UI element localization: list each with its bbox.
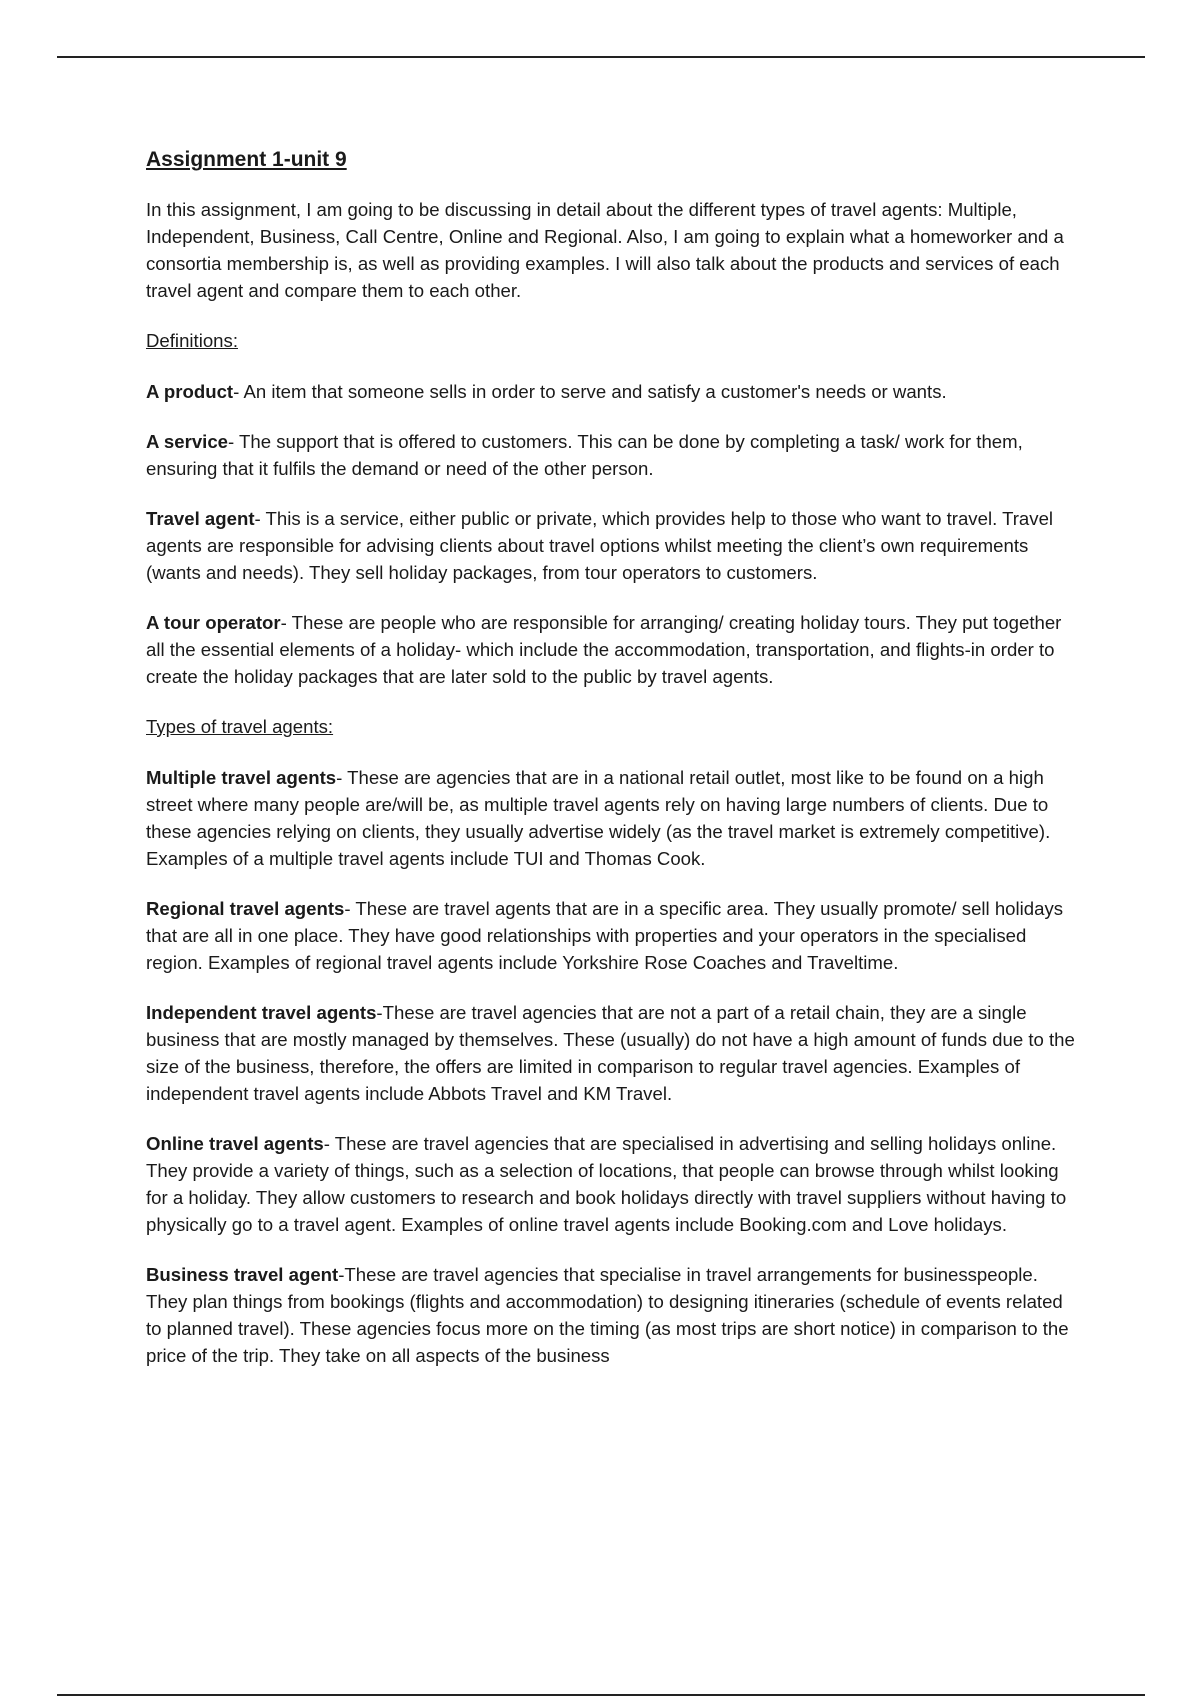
type-regional xyxy=(146,895,1076,976)
type-text: -These are travel agencies that are not a part of a retail chain, they are a single business that are mostly managed by themselves. These (usually) do not have a high amount of funds due to the size of the business, therefore, the offers are limited in comparison to regular travel agencies. Examples of independent travel agents include Abbots Travel and KM Travel. xyxy=(146,1002,1075,1104)
type-online xyxy=(146,1130,1076,1238)
definition-term: A service xyxy=(146,431,229,452)
type-text: - These are agencies that are in a national retail outlet, most like to be found on a high street where many people are/will be, as multiple travel agents rely on having large numbers of clients. Due to these agencies relying on clients, they usually advertise widely (as the travel market is extremely competitive). Examples of a multiple travel agents include TUI and Thomas Cook. xyxy=(146,767,1051,869)
type-text: -These are travel agencies that specialise in travel arrangements for businesspeople. They plan things from bookings (flights and accommodation) to designing itineraries (schedule of events related to planned travel). These agencies focus more on the timing (as most trips are short notice) in comparison to the price of the trip. They take on all aspects of the business xyxy=(146,1264,1069,1366)
bottom-rule xyxy=(57,1694,1145,1696)
top-rule xyxy=(57,56,1145,58)
definition-travel-agent xyxy=(146,505,1076,586)
definition-text: - The support that is offered to customers. This can be done by completing a task/ work for them, ensuring that it fulfils the demand or need of the other person. xyxy=(146,431,1023,479)
definition-term: A tour operator xyxy=(146,612,281,633)
definition-tour-operator xyxy=(146,609,1076,690)
intro-paragraph: In this assignment, I am going to be discussing in detail about the different types of travel agents: Multiple, Independent, Business, Call Centre, Online and Regional. Also, I am going to explain what a homeworker and a consortia membership is, as well as providing examples. I will also talk about the products and services of each travel agent and compare them to each other. xyxy=(146,199,1064,301)
type-text: - These are travel agencies that are specialised in advertising and selling holidays online. They provide a variety of things, such as a selection of locations, that people can browse through whilst looking for a holiday. They allow customers to research and book holidays directly with travel suppliers without having to physically go to a travel agent. Examples of online travel agents include Booking.com and Love holidays. xyxy=(146,1133,1067,1235)
definitions-heading: Definitions: xyxy=(146,330,238,351)
definition-term: A product xyxy=(146,381,234,402)
definition-text: - These are people who are responsible for arranging/ creating holiday tours. They put together all the essential elements of a holiday- which include the accommodation, transportation, and flights-in order to create the holiday packages that are later sold to the public by travel agents. xyxy=(146,612,1062,687)
definition-service xyxy=(146,428,1076,482)
types-heading: Types of travel agents: xyxy=(146,716,334,737)
type-term: Multiple travel agents xyxy=(146,767,337,788)
document-title: Assignment 1-unit 9 xyxy=(146,148,347,171)
type-business xyxy=(146,1261,1076,1369)
definition-product xyxy=(146,378,1076,405)
type-term: Business travel agent xyxy=(146,1264,339,1285)
definition-term: Travel agent xyxy=(146,508,255,529)
type-term: Independent travel agents xyxy=(146,1002,377,1023)
definition-text: - An item that someone sells in order to serve and satisfy a customer's needs or wants. xyxy=(233,381,947,402)
definition-text: - This is a service, either public or private, which provides help to those who want to travel. Travel agents are responsible for advising clients about travel options whilst meeting the client’s own requirements (wants and needs). They sell holiday packages, from tour operators to customers. xyxy=(146,508,1054,583)
type-text: - These are travel agents that are in a specific area. They usually promote/ sell holidays that are all in one place. They have good relationships with properties and your operators in the specialised region. Examples of regional travel agents include Yorkshire Rose Coaches and Traveltime. xyxy=(146,898,1064,973)
type-multiple xyxy=(146,764,1076,872)
type-term: Online travel agents xyxy=(146,1133,324,1154)
document-body xyxy=(146,146,1076,1392)
type-independent xyxy=(146,999,1076,1107)
type-term: Regional travel agents xyxy=(146,898,345,919)
